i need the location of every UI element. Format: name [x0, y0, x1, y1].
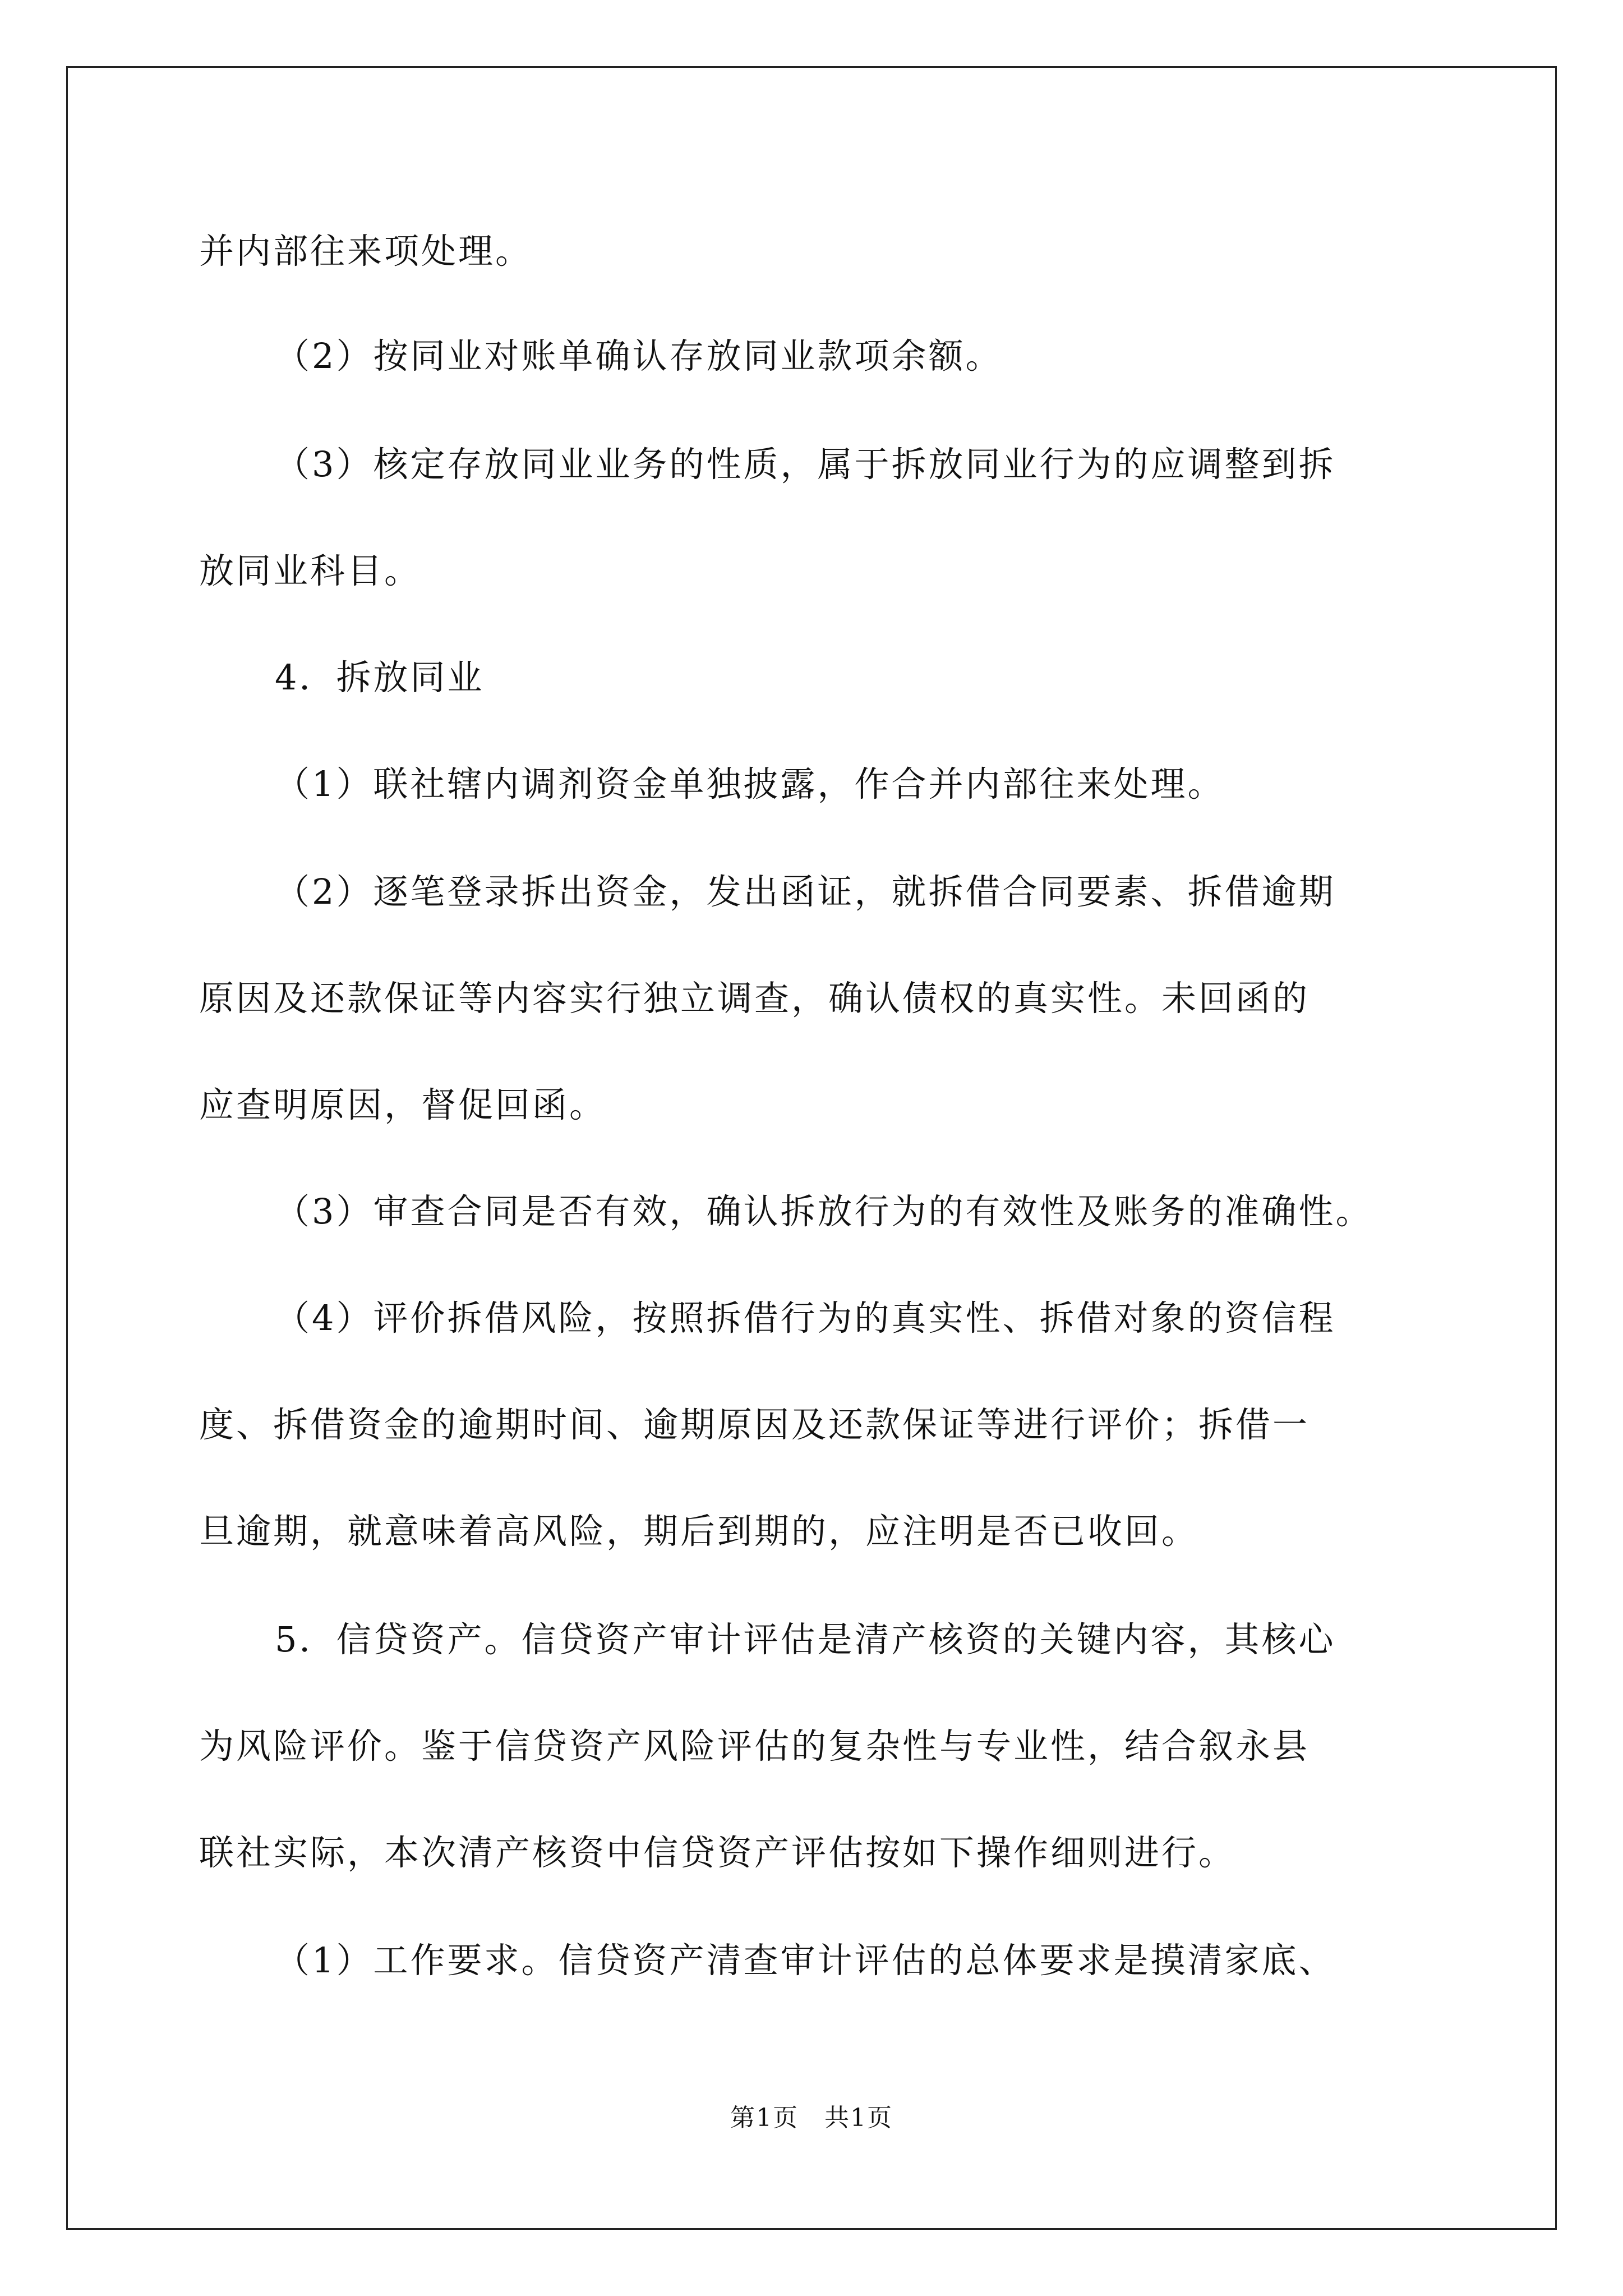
text-line: （3）核定存放同业业务的性质，属于拆放同业行为的应调整到拆 — [275, 444, 1336, 485]
text-line: （1）工作要求。信贷资产清查审计评估的总体要求是摸清家底、 — [275, 1940, 1336, 1981]
text-line: （4）评价拆借风险，按照拆借行为的真实性、拆借对象的资信程 — [275, 1297, 1336, 1338]
text-line: （2）按同业对账单确认存放同业款项余额。 — [275, 335, 1003, 376]
text-line: 5．信贷资产。信贷资产审计评估是清产核资的关键内容，其核心 — [275, 1619, 1336, 1660]
text-line: 为风险评价。鉴于信贷资产风险评估的复杂性与专业性，结合叙永县 — [199, 1726, 1310, 1766]
text-line: 联社实际，本次清产核资中信贷资产评估按如下操作细则进行。 — [199, 1832, 1236, 1873]
page-border — [66, 66, 1557, 2230]
text-line: 4．拆放同业 — [275, 657, 485, 698]
text-line: （2）逐笔登录拆出资金，发出函证，就拆借合同要素、拆借逾期 — [275, 871, 1336, 912]
text-line: 放同业科目。 — [199, 550, 422, 591]
page-footer: 第1页 共1页 — [730, 2104, 893, 2132]
text-line: 原因及还款保证等内容实行独立调查，确认债权的真实性。未回函的 — [199, 978, 1310, 1019]
text-line: 旦逾期，就意味着高风险，期后到期的，应注明是否已收回。 — [199, 1511, 1199, 1552]
text-line: （3）审查合同是否有效，确认拆放行为的有效性及账务的准确性。 — [275, 1191, 1373, 1232]
text-line: 并内部往来项处理。 — [199, 231, 533, 272]
text-line: （1）联社辖内调剂资金单独披露，作合并内部往来处理。 — [275, 763, 1225, 804]
text-line: 度、拆借资金的逾期时间、逾期原因及还款保证等进行评价；拆借一 — [199, 1404, 1310, 1445]
text-line: 应查明原因，督促回函。 — [199, 1084, 607, 1125]
